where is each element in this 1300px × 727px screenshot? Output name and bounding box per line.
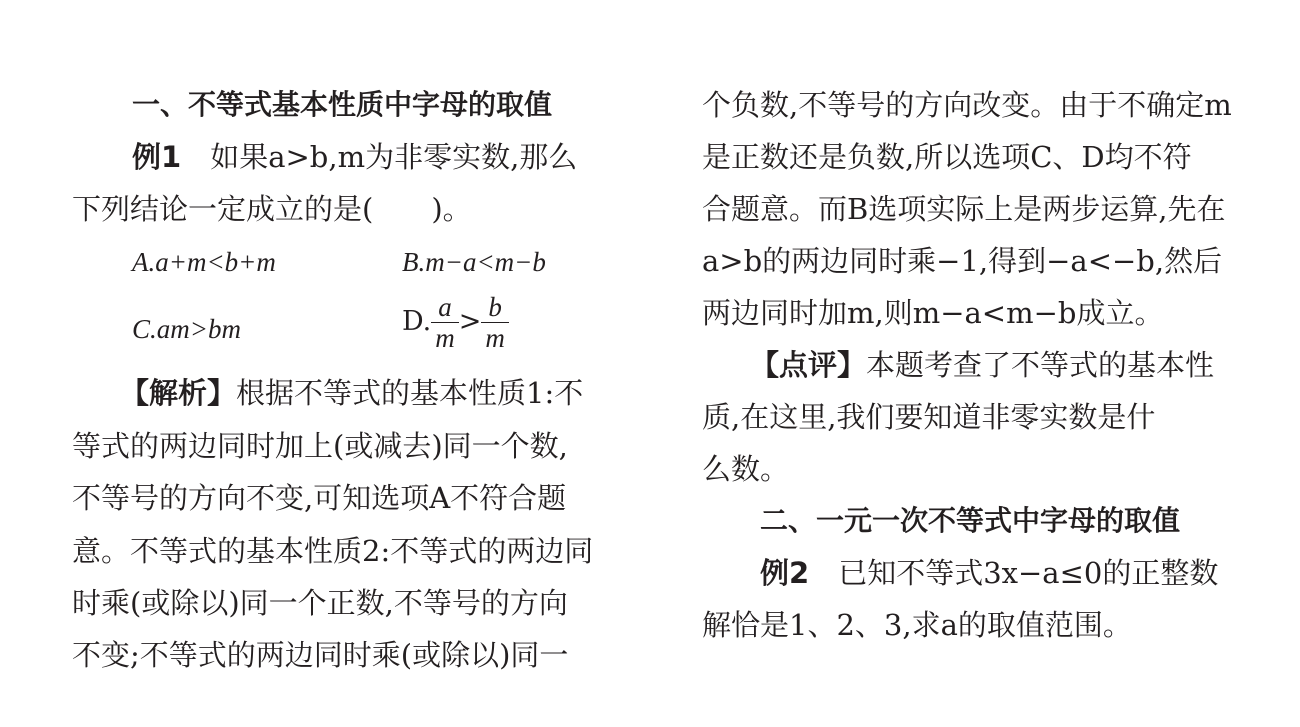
- analysis-cont-line-4: a>b的两边同时乘−1,得到−a<−b,然后: [702, 244, 1223, 278]
- analysis-line-4: 意。不等式的基本性质2:不等式的两边同: [72, 534, 594, 568]
- fraction-numerator: a: [431, 292, 459, 323]
- fraction-denominator: m: [435, 323, 455, 353]
- example-2-line-2: 解恰是1、2、3,求a的取值范围。: [702, 608, 1132, 642]
- comment-line-1: [750, 348, 1214, 382]
- example-1-line-2: 下列结论一定成立的是( )。: [72, 192, 472, 226]
- example-1-label: 例1: [132, 140, 182, 174]
- example-2-text-1: 已知不等式3x−a≤0的正整数: [838, 556, 1219, 590]
- analysis-label: 【解析】: [120, 376, 237, 410]
- analysis-cont-line-5: 两边同时加m,则m−a<m−b成立。: [702, 296, 1164, 330]
- analysis-cont-line-1: 个负数,不等号的方向改变。由于不确定m: [702, 88, 1232, 122]
- comment-text: 本题考查了不等式的基本性: [866, 348, 1215, 382]
- fraction-denominator: m: [485, 323, 505, 353]
- section-heading-1: 一、不等式基本性质中字母的取值: [132, 88, 553, 121]
- example-2-line-1: [760, 556, 1218, 590]
- example-1-text-1: 如果a>b,m为非零实数,那么: [210, 140, 578, 174]
- analysis-line-2: 等式的两边同时加上(或减去)同一个数,: [72, 429, 568, 463]
- comment-line-2: 质,在这里,我们要知道非零实数是什: [702, 400, 1156, 434]
- comment-label: 【点评】: [750, 348, 867, 382]
- analysis-cont-line-3: 合题意。而B选项实际上是两步运算,先在: [702, 192, 1226, 226]
- fraction-numerator: b: [481, 292, 509, 323]
- option-d: [402, 292, 509, 353]
- analysis-line-6: 不变;不等式的两边同时乘(或除以)同一: [72, 638, 569, 672]
- analysis-line-5: 时乘(或除以)同一个正数,不等号的方向: [72, 586, 568, 620]
- analysis-cont-line-2: 是正数还是负数,所以选项C、D均不符: [702, 140, 1192, 174]
- option-c: C.am>bm: [132, 314, 241, 344]
- analysis-line-1: [120, 376, 612, 410]
- option-a: A.a+m<b+m: [132, 247, 276, 277]
- comment-line-3: 么数。: [702, 452, 790, 486]
- section-heading-2: 二、一元一次不等式中字母的取值: [760, 504, 1181, 537]
- fraction-b-over-m: [481, 292, 509, 353]
- fraction-a-over-m: [431, 292, 459, 353]
- option-b: B.m−a<m−b: [402, 247, 546, 277]
- option-d-prefix: D.: [402, 306, 432, 337]
- analysis-text: 根据不等式的基本性质1:不: [236, 376, 584, 410]
- analysis-line-3: 不等号的方向不变,可知选项A不符合题: [72, 481, 567, 515]
- example-1-line-1: [132, 140, 612, 174]
- option-d-operator: >: [458, 306, 482, 337]
- example-2-label: 例2: [760, 556, 810, 590]
